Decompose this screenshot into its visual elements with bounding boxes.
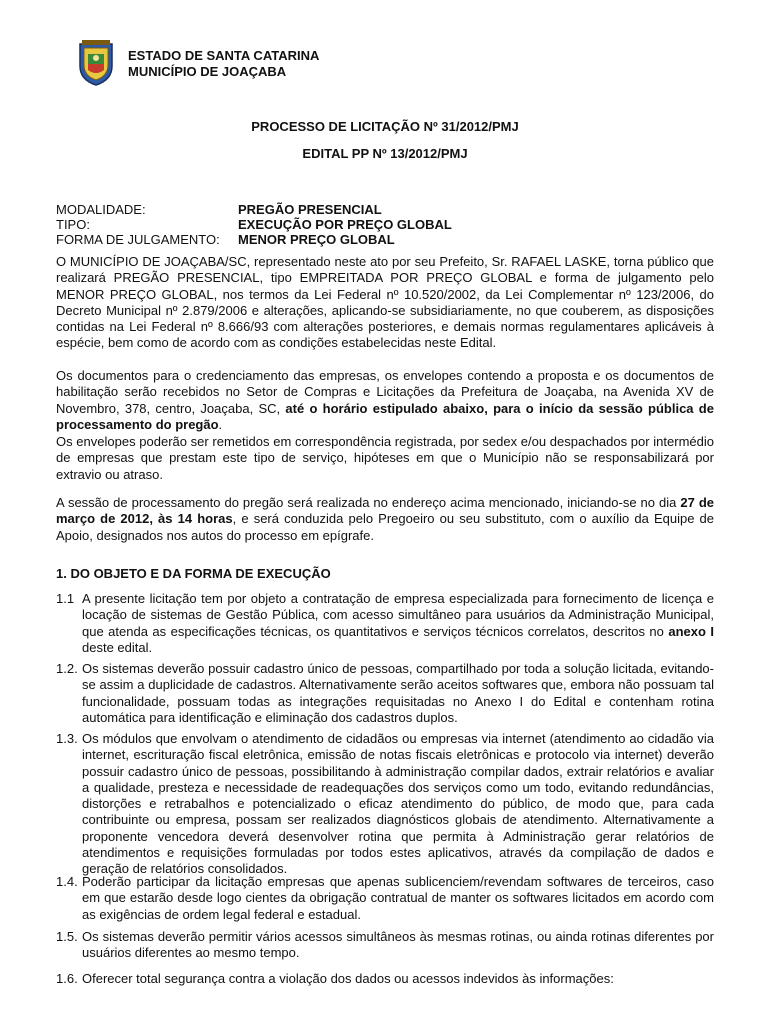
clause-1-3: [56, 731, 714, 878]
clause-text-part: A presente licitação tem por objeto a contratação de empresa especializada para fornecimento de licença e locação de sistemas de Gestão Pública, com acesso simultâneo para usuários da Administração Municipal, que atenda as especificações técnicas, os quantitativos e serviços técnicos correlatos, descritos no: [82, 591, 714, 639]
clause-1-4: [56, 874, 714, 923]
letterhead-state: ESTADO DE SANTA CATARINA: [128, 48, 320, 63]
envelopes-paragraph: Os envelopes poderão ser remetidos em correspondência registrada, por sedex e/ou despachados por intermédio de empresas que prestam este tipo de serviço, hipóteses em que o Município não se responsabilizará por extravio ou atraso.: [56, 434, 714, 482]
clause-text: Oferecer total segurança contra a violação dos dados ou acessos indevidos às informações:: [82, 971, 614, 986]
bidding-metadata: [56, 202, 452, 247]
municipal-coat-of-arms-icon: [78, 40, 114, 86]
documents-deadline-emphasis: até o horário estipulado abaixo, para o início da sessão pública de processamento do pregão: [56, 400, 714, 432]
clause-text: Poderão participar da licitação empresas que apenas sublicenciem/revendam softwares de terceiros, caso em que estarão desde logo cientes da obrigação contratual de manter os softwares licitados em acordo com as exigências de ordem legal federal e estadual.: [82, 874, 714, 922]
clause-1-2: [56, 661, 714, 726]
clause-text: Os sistemas deverão possuir cadastro único de pessoas, compartilhado por toda a solução licitada, evitando-se assim a duplicidade de cadastros. Alternativamente serão aceitos softwares que, embora não possuam tal funcionalidade, possuam todas as integrações requisitadas no Anexo I do Edital e contenham rotina automática para identificação e eliminação dos cadastros duplos.: [82, 661, 714, 725]
clause-number: 1.2.: [56, 661, 78, 676]
letterhead-municipality: MUNICÍPIO DE JOAÇABA: [128, 64, 287, 79]
letterhead: [128, 48, 319, 80]
documents-paragraph: [56, 368, 714, 433]
session-text: A sessão de processamento do pregão será realizada no endereço acima mencionado, iniciando-se no dia: [56, 495, 681, 510]
intro-paragraph: O MUNICÍPIO DE JOAÇABA/SC, representado neste ato por seu Prefeito, Sr. RAFAEL LASKE, torna público que realizará PREGÃO PRESENCIAL, tipo EMPREITADA POR PREÇO GLOBAL e forma de julgamento pelo MENOR PREÇO GLOBAL, nos termos da Lei Federal nº 10.520/2002, da Lei Complementar nº 123/2006, do Decreto Municipal nº 2.879/2006 e alterações, aplicando-se subsidiariamente, no que couberem, as disposições contidas na Lei Federal nº 8.666/93 com alterações posteriores, e demais normas regulamentares aplicáveis à espécie, bem como de acordo com as condições estabelecidas neste Edital.: [56, 254, 714, 351]
meta-key: FORMA DE JULGAMENTO:: [56, 232, 220, 247]
section-1-title: 1. DO OBJETO E DA FORMA DE EXECUÇÃO: [56, 566, 331, 581]
session-paragraph: [56, 495, 714, 544]
annex-reference: anexo I: [668, 623, 714, 639]
session-date-emphasis: 27 de março de 2012, às 14 horas: [56, 495, 714, 527]
clause-number: 1.4.: [56, 874, 78, 889]
clause-text: Os módulos que envolvam o atendimento de cidadãos ou empresas via internet (atendimento ao cidadão via internet, escrituração fiscal eletrônica, emissão de notas fiscais eletrônicas e protocolo via internet) deverão possuir cadastro único de pessoas, possibilitando à administração compilar dados, extrair relatórios e avaliar a qualidade, presteza e necessidade de readequações dos serviços como um todo, evitando redundâncias, distorções e retrabalhos e potencializado o eficaz atendimento do público, de modo que, para cada contribuinte ou empresa, possam ser realizados diagnósticos globais de atendimento. Alternativamente a proponente vencedora deverá desenvolver rotina que permita à Administração gerar relatórios de atendimentos e requisições formuladas por todos estes aplicativos, através da compilação de dados e geração de relatórios consolidados.: [82, 731, 714, 877]
clause-text: Os sistemas deverão permitir vários acessos simultâneos às mesmas rotinas, ou ainda rotinas diferentes por usuários diferentes ao mesmo tempo.: [82, 929, 714, 961]
meta-row-julgamento: [56, 232, 452, 247]
meta-key: MODALIDADE:: [56, 202, 146, 217]
meta-value: EXECUÇÃO POR PREÇO GLOBAL: [238, 217, 452, 232]
clause-number: 1.1: [56, 591, 75, 606]
meta-value: MENOR PREÇO GLOBAL: [238, 232, 395, 247]
meta-row-modalidade: [56, 202, 452, 217]
meta-key: TIPO:: [56, 217, 90, 232]
documents-text-end: .: [218, 416, 223, 432]
clause-number: 1.3.: [56, 731, 78, 746]
meta-row-tipo: [56, 217, 452, 232]
session-text-end: , e será conduzida pelo Pregoeiro ou seu substituto, com o auxílio da Equipe de Apoio, designados nos autos do processo em epígrafe.: [56, 511, 714, 543]
documents-text: Os documentos para o credenciamento das empresas, os envelopes contendo a proposta e os documentos de habilitação serão recebidos no Setor de Compras e Licitações da Prefeitura de Joaçaba, na Avenida XV de Novembro, 378, centro, Joaçaba, SC,: [56, 368, 714, 416]
clause-number: 1.5.: [56, 929, 78, 944]
meta-value: PREGÃO PRESENCIAL: [238, 202, 382, 217]
clause-1-1: [56, 591, 714, 656]
clause-1-6: [56, 971, 714, 987]
process-title: PROCESSO DE LICITAÇÃO Nº 31/2012/PMJ: [251, 119, 519, 134]
clause-number: 1.6.: [56, 971, 78, 986]
clause-1-5: [56, 929, 714, 962]
edital-title: EDITAL PP Nº 13/2012/PMJ: [302, 146, 468, 161]
clause-text-part: deste edital.: [82, 639, 153, 655]
clause-text: [82, 591, 714, 656]
